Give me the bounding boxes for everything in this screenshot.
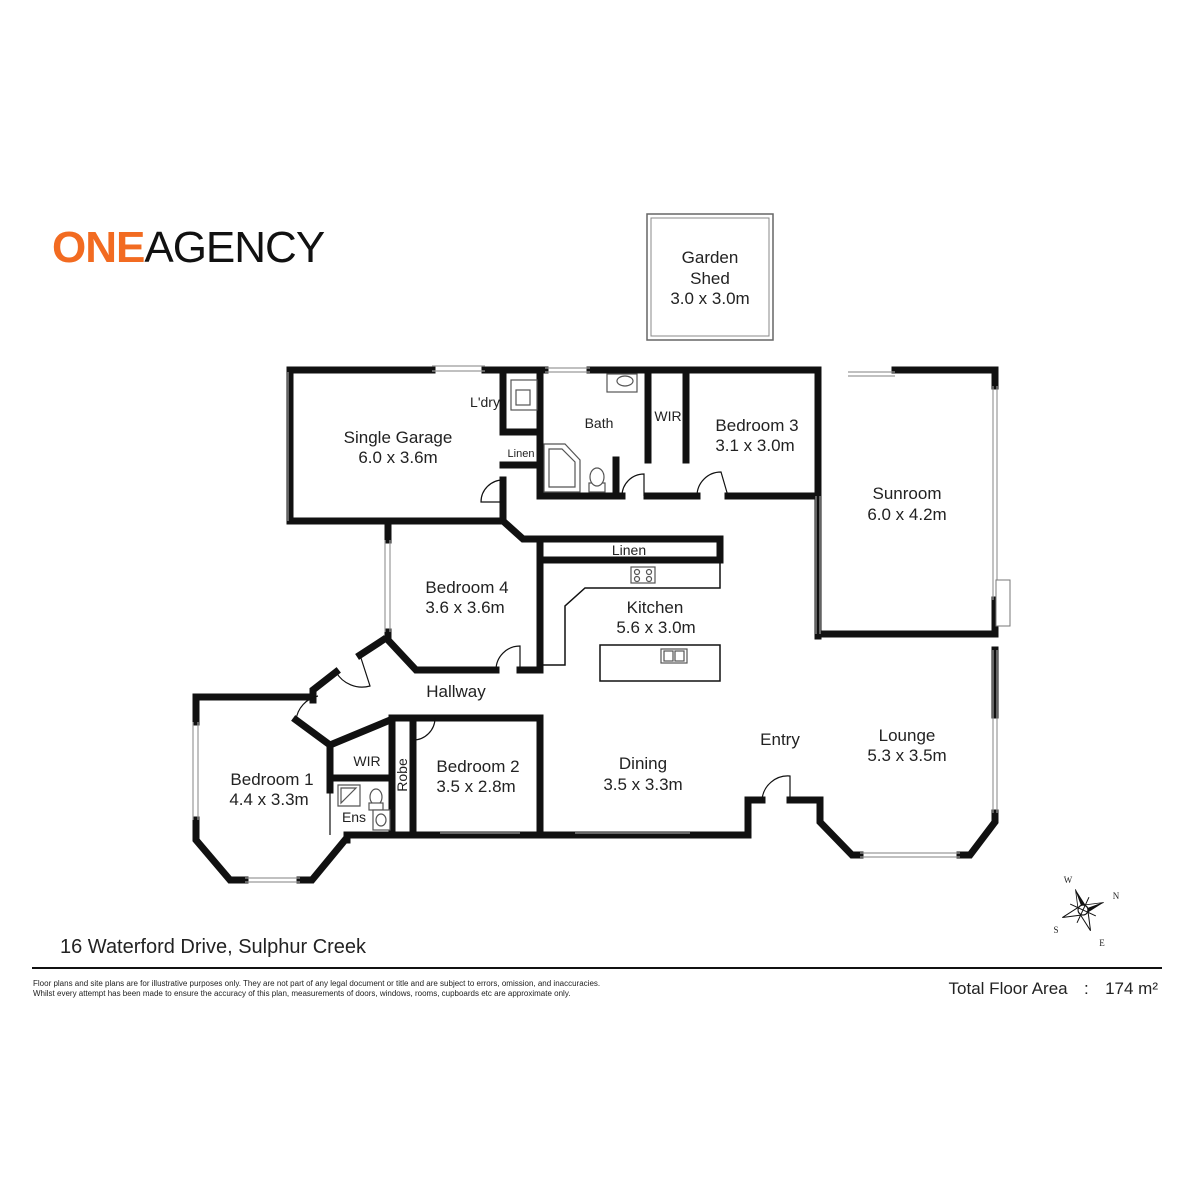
disclaimer-line-2: Whilst every attempt has been made to ensure the accuracy of this plan, measurements of doors, windows, rooms, cupboards etc are approximate only. — [33, 989, 571, 998]
ensuite-name: Ens — [341, 809, 367, 825]
bedroom-2-name: Bedroom 2 — [436, 757, 520, 776]
bedroom-3-name: Bedroom 3 — [715, 416, 799, 435]
robe-name: Robe — [394, 758, 410, 792]
wir-bed1-name: WIR — [353, 753, 381, 769]
linen-hall-name: Linen — [611, 542, 647, 558]
bath-name: Bath — [584, 415, 614, 431]
entry-name: Entry — [760, 730, 800, 749]
kitchen-name: Kitchen — [626, 598, 684, 617]
walls — [196, 370, 995, 880]
disclaimer-line-1: Floor plans and site plans are for illustrative purposes only. They are not part of any legal document or title and are subject to errors, omission, and inaccuracies. — [33, 979, 601, 988]
footer-divider — [32, 967, 1162, 969]
wir-top-name: WIR — [654, 408, 682, 424]
bedroom-1-name: Bedroom 1 — [230, 770, 314, 789]
sunroom-size: 6.0 x 4.2m — [867, 505, 947, 524]
property-address: 16 Waterford Drive, Sulphur Creek — [60, 936, 367, 958]
lounge-size: 5.3 x 3.5m — [867, 746, 947, 765]
compass-w: W — [1063, 875, 1073, 885]
laundry-name: L'dry — [470, 394, 500, 410]
logo-agency: AGENCY — [144, 223, 325, 272]
bedroom-1-size: 4.4 x 3.3m — [229, 790, 309, 809]
hallway-name: Hallway — [426, 682, 486, 701]
bedroom-3-size: 3.1 x 3.0m — [715, 436, 795, 455]
dining-name: Dining — [618, 754, 668, 773]
bedroom-4-name: Bedroom 4 — [425, 578, 509, 597]
kitchen-size: 5.6 x 3.0m — [616, 618, 696, 637]
total-area-value: 174 m² — [1105, 979, 1158, 998]
single-garage-size: 6.0 x 3.6m — [358, 448, 438, 467]
bedroom-4-size: 3.6 x 3.6m — [425, 598, 505, 617]
garden-shed-name2: Shed — [690, 269, 730, 288]
single-garage-name: Single Garage — [343, 428, 453, 447]
total-area-separator: : — [1083, 979, 1089, 998]
total-floor-area — [949, 979, 1158, 999]
garden-shed-size: 3.0 x 3.0m — [670, 289, 750, 308]
compass-n: N — [1112, 891, 1120, 901]
sunroom-name: Sunroom — [872, 484, 942, 503]
logo-one: ONE — [52, 223, 145, 272]
windows — [193, 366, 1010, 882]
garden-shed-name1: Garden — [681, 248, 739, 267]
dining-size: 3.5 x 3.3m — [603, 775, 683, 794]
compass-e: E — [1099, 938, 1105, 948]
kitchen-island — [600, 645, 720, 681]
disclaimer — [33, 979, 653, 999]
compass-s: S — [1053, 925, 1059, 935]
lounge-name: Lounge — [878, 726, 936, 745]
total-area-label: Total Floor Area — [948, 979, 1068, 998]
bedroom-2-size: 3.5 x 2.8m — [436, 777, 516, 796]
compass-rose-icon — [1055, 882, 1111, 938]
linen-small-name: Linen — [507, 448, 535, 460]
